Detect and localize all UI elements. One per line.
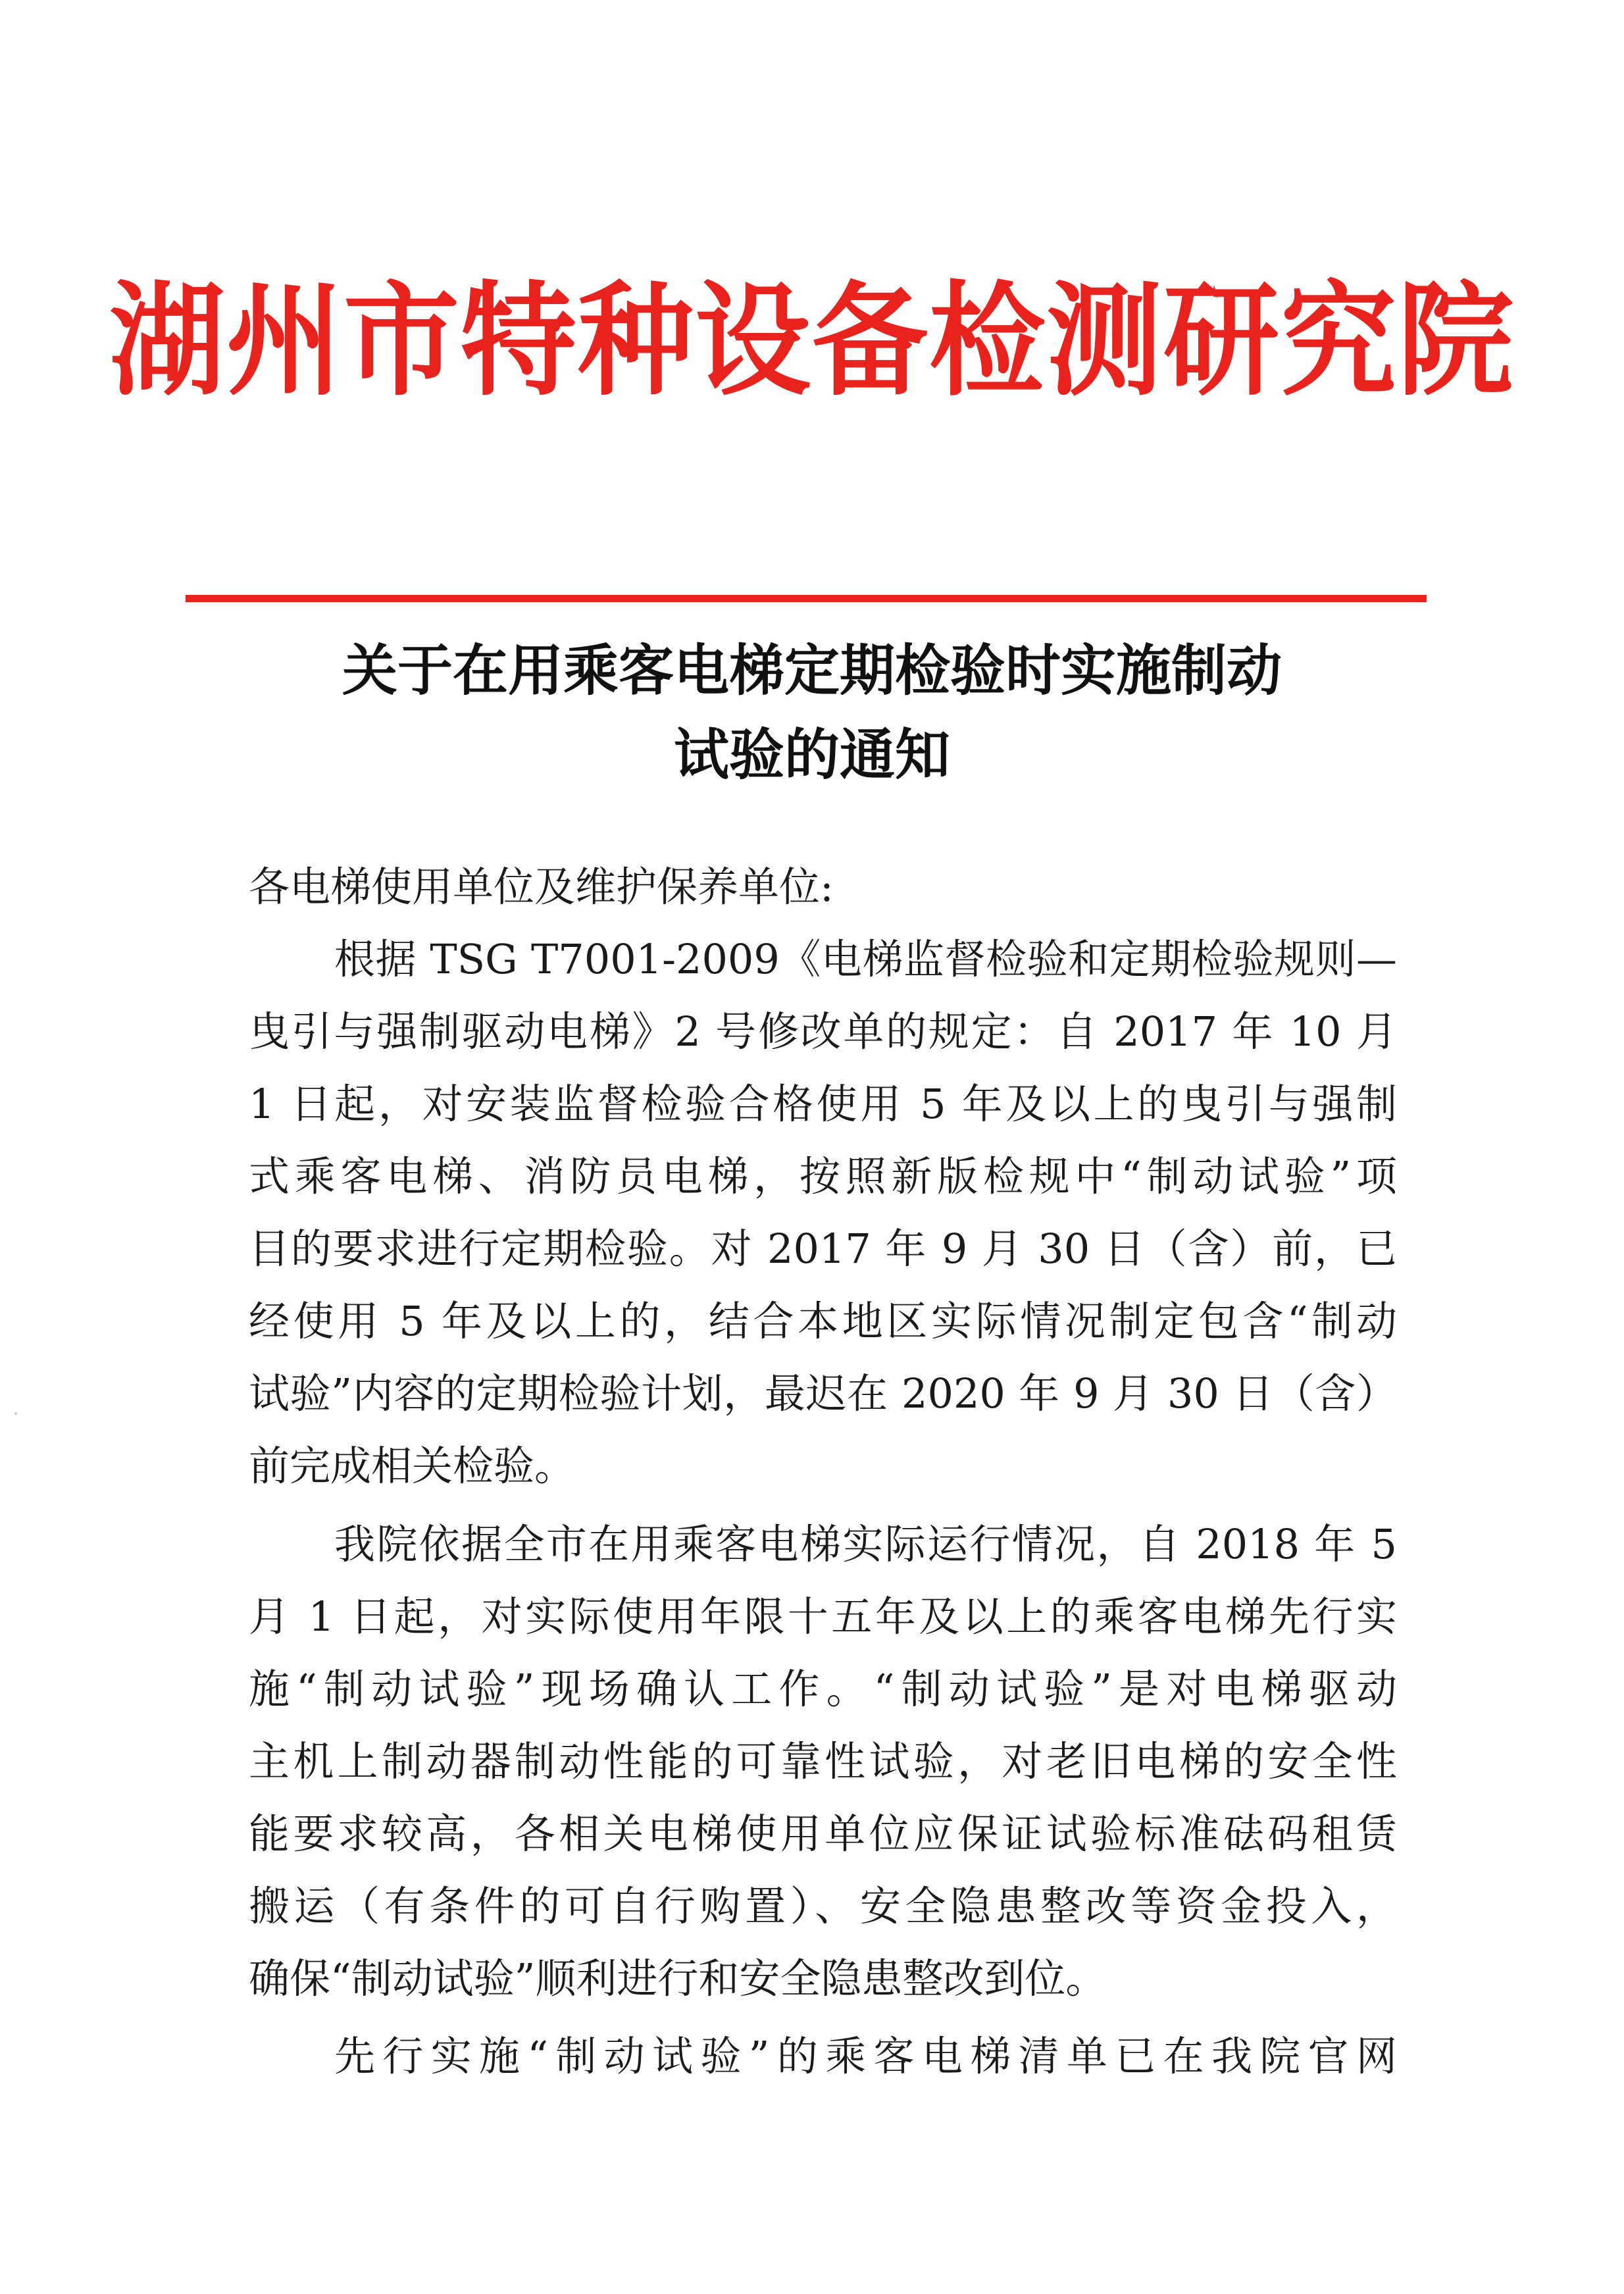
letterhead: 湖州市特种设备检测研究院 bbox=[109, 268, 1515, 413]
paragraph-line: 目的要求进行定期检验。对 2017 年 9 月 30 日（含）前，已 bbox=[249, 1225, 1397, 1273]
paragraph-line: 施“制动试验”现场确认工作。“制动试验”是对电梯驱动 bbox=[249, 1665, 1397, 1713]
paragraph-line: 确保“制动试验”顺利进行和安全隐患整改到位。 bbox=[249, 1954, 1107, 2002]
paragraph-line: 主机上制动器制动性能的可靠性试验，对老旧电梯的安全性 bbox=[249, 1737, 1397, 1785]
paragraph-line: 试验”内容的定期检验计划，最迟在 2020 年 9 月 30 日（含） bbox=[249, 1369, 1397, 1417]
body-paragraph-3 bbox=[249, 2020, 1397, 2093]
body-paragraph-2 bbox=[249, 1508, 1397, 2015]
paragraph-line: 根据 TSG T7001-2009《电梯监督检验和定期检验规则— bbox=[334, 935, 1397, 983]
paragraph-line: 能要求较高，各相关电梯使用单位应保证试验标准砝码租赁 bbox=[249, 1810, 1397, 1858]
paragraph-line: 月 1 日起，对实际使用年限十五年及以上的乘客电梯先行实 bbox=[249, 1593, 1397, 1641]
body-paragraph-1 bbox=[249, 923, 1397, 1502]
scan-speck bbox=[14, 1412, 17, 1415]
notice-title bbox=[0, 628, 1624, 797]
paragraph-line: 式乘客电梯、消防员电梯，按照新版检规中“制动试验”项 bbox=[249, 1152, 1397, 1200]
paragraph-line: 曳引与强制驱动电梯》2 号修改单的规定：自 2017 年 10 月 bbox=[249, 1007, 1397, 1056]
paragraph-line: 经使用 5 年及以上的，结合本地区实际情况制定包含“制动 bbox=[249, 1297, 1397, 1345]
paragraph-line: 先行实施“制动试验”的乘客电梯清单已在我院官网 bbox=[334, 2032, 1397, 2080]
salutation: 各电梯使用单位及维护保养单位: bbox=[249, 863, 834, 911]
paragraph-line: 前完成相关检验。 bbox=[249, 1442, 576, 1490]
notice-title-line-2: 试验的通知 bbox=[673, 723, 950, 787]
paragraph-line: 我院依据全市在用乘客电梯实际运行情况，自 2018 年 5 bbox=[334, 1520, 1397, 1568]
paragraph-line: 搬运（有条件的可自行购置）、安全隐患整改等资金投入， bbox=[249, 1882, 1397, 1930]
letterhead-divider bbox=[186, 595, 1427, 602]
paragraph-line: 1 日起，对安装监督检验合格使用 5 年及以上的曳引与强制 bbox=[249, 1080, 1397, 1128]
notice-title-line-1: 关于在用乘客电梯定期检验时实施制动 bbox=[342, 638, 1282, 703]
